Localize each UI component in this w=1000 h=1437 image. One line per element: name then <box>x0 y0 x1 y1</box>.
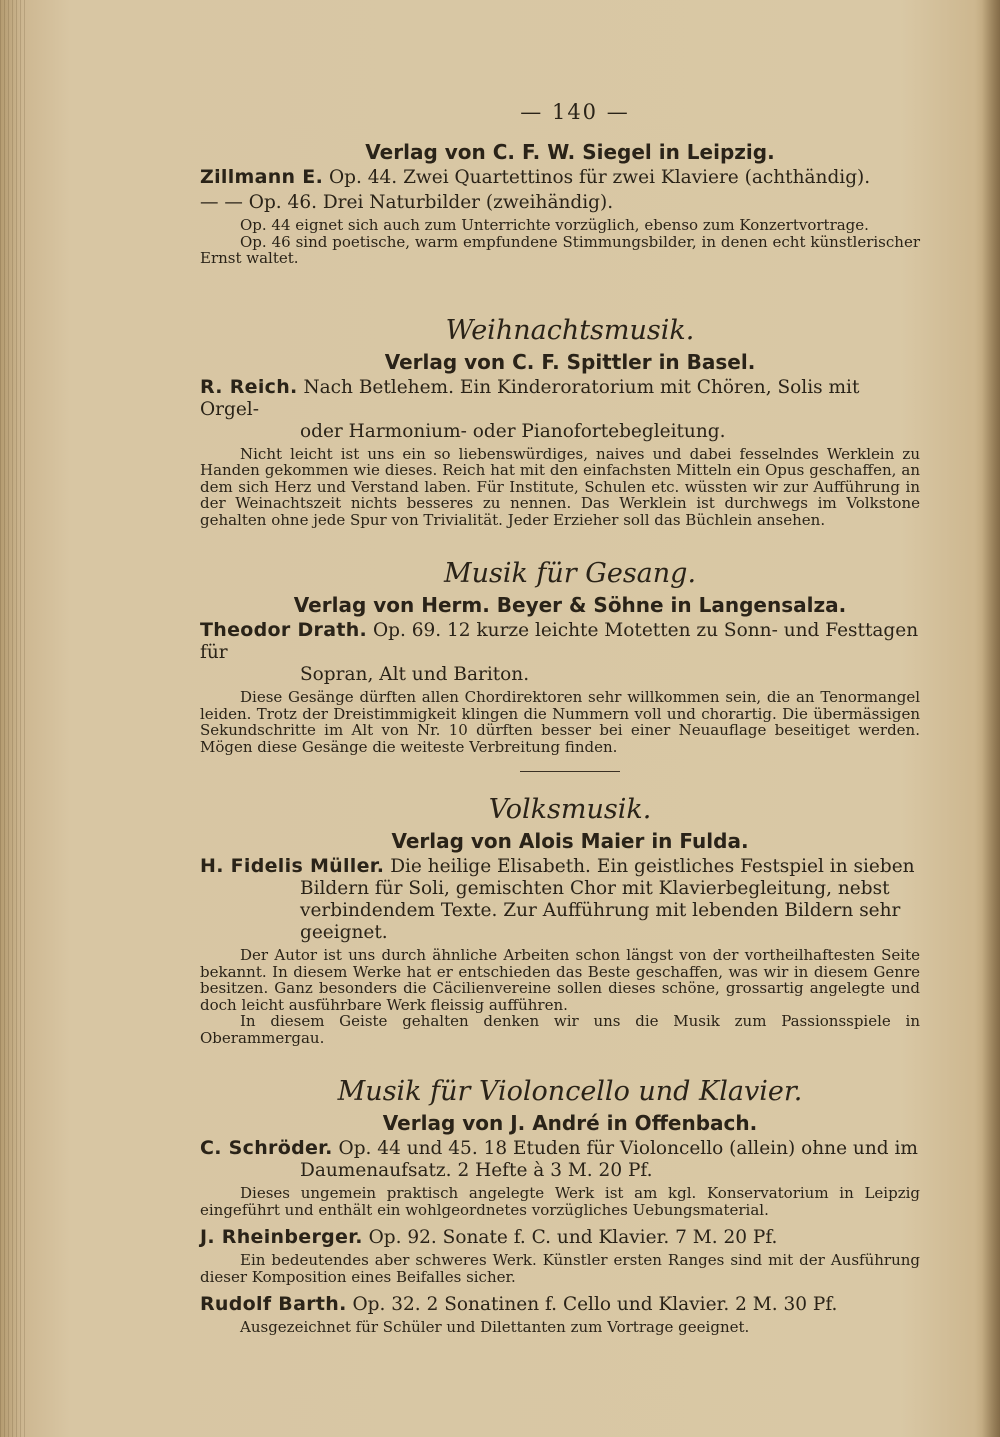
review-text <box>200 689 920 755</box>
entry <box>200 855 920 944</box>
entry-text: Op. 46. Drei Naturbilder (zweihändig). <box>248 192 614 213</box>
publisher-heading: Verlag von J. André in Offenbach. <box>382 1111 758 1135</box>
review-paragraph: Dieses ungemein praktisch angelegte Werk ist am kgl. Konservatorium in Leipzig eingeführt und enthält ein wohlgeordnetes vorzügliches Uebungsmaterial. <box>200 1184 920 1219</box>
entry-text: Nach Betlehem. Ein Kinderoratorium mit Chören, Solis mit Orgel- <box>200 376 860 420</box>
review-text <box>200 217 920 267</box>
author-name: Theodor Drath. <box>200 619 368 641</box>
review-text <box>200 1252 920 1285</box>
review-paragraph: Der Autor ist uns durch ähnliche Arbeiten schon längst von der vortheilhaftesten Seite bekannt. In diesem Werke hat er entschieden das Beste geschaffen, was wir in diesem Genre besitzen. Ganz besonders die Cäcilienvereine sollen dieses schöne, grossartig angelegte und doch leicht ausführbare Werk fleissig aufführen. <box>200 946 920 1014</box>
entry-text: Op. 32. 2 Sonatinen f. Cello und Klavier. 2 M. 30 Pf. <box>352 1294 838 1315</box>
entry <box>200 166 920 189</box>
entry-text-continued: Bildern für Soli, gemischten Chor mit Klavierbegleitung, nebst verbindendem Texte. Zur Aufführung mit lebenden Bildern sehr geeignet. <box>300 878 901 943</box>
entry-text: Op. 44. Zwei Quartettinos für zwei Klaviere (achthändig). <box>329 167 871 188</box>
section-title: Musik für Violoncello und Klavier. <box>337 1076 803 1107</box>
entry <box>200 619 920 686</box>
entry-text-continued: oder Harmonium- oder Pianofortebegleitung. <box>300 420 726 442</box>
page-number: — 140 — <box>520 100 630 124</box>
review-paragraph: In diesem Geiste gehalten denken wir uns die Musik zum Passionsspiele in Oberammergau. <box>200 1012 920 1047</box>
author-name: Zillmann E. <box>200 166 324 188</box>
review-paragraph: Op. 46 sind poetische, warm empfundene Stimmungsbilder, in denen echt künstlerischer Ernst waltet. <box>200 232 920 267</box>
review-text <box>200 446 920 529</box>
publisher-heading: Verlag von Alois Maier in Fulda. <box>391 829 749 853</box>
entry-text: Die heilige Elisabeth. Ein geistliches Festspiel in sieben <box>390 856 915 877</box>
review-paragraph: Ausgezeichnet für Schüler und Dilettanten zum Vortrage geeignet. <box>240 1318 750 1336</box>
entry <box>200 192 920 214</box>
entry-text: Op. 69. 12 kurze leichte Motetten zu Sonn- und Festtagen für <box>200 620 919 663</box>
review-paragraph: Diese Gesänge dürften allen Chordirektoren sehr willkommen sein, die an Tenormangel leiden. Trotz der Dreistimmigkeit klingen die Nummern voll und chorartig. Die übermässigen Sekundschritte im Alt von Nr. 10 dürften besser bei einer Neuauflage beseitiget werden. Mögen diese Gesänge die weiteste Verbreitung finden. <box>200 688 920 756</box>
entry-text-continued: Daumenaufsatz. 2 Hefte à 3 M. 20 Pf. <box>300 1160 653 1181</box>
review-paragraph: Op. 44 eignet sich auch zum Unterrichte vorzüglich, ebenso zum Konzertvortrage. <box>240 216 869 234</box>
review-paragraph: Nicht leicht ist uns ein so liebenswürdiges, naives und dabei fesselndes Werklein zu Handen gekommen wie dieses. Reich hat mit den einfachsten Mitteln ein Opus geschaffen, an dem sich Herz und Verstand laben. Für Institute, Schulen etc. wüssten wir zur Aufführung in der Weinachtszeit nichts besseres zu nennen. Das Werklein ist durchwegs im Volkstone gehalten ohne jede Spur von Trivialität. Jeder Erzieher soll das Büchlein ansehen. <box>200 444 920 529</box>
entry-text: Op. 44 und 45. 18 Etuden für Violoncello (allein) ohne und im <box>338 1138 918 1159</box>
author-name: H. Fidelis Müller. <box>200 855 385 877</box>
author-name: C. Schröder. <box>200 1137 333 1159</box>
entry <box>200 1137 920 1182</box>
ditto-dash: — — <box>200 192 243 213</box>
entry-text: Op. 92. Sonate f. C. und Klavier. 7 M. 20 Pf. <box>368 1227 778 1248</box>
review-text <box>200 1185 920 1218</box>
entry-text-continued: Sopran, Alt und Bariton. <box>300 664 530 685</box>
entry <box>200 376 920 443</box>
publisher-heading: Verlag von Herm. Beyer & Söhne in Langensalza. <box>293 593 847 617</box>
page-content <box>200 100 920 1344</box>
section-divider <box>520 771 620 772</box>
publisher-heading: Verlag von C. F. W. Siegel in Leipzig. <box>365 140 775 164</box>
entry <box>200 1293 920 1316</box>
author-name: R. Reich. <box>200 375 298 398</box>
review-paragraph: Ein bedeutendes aber schweres Werk. Künstler ersten Ranges sind mit der Ausführung dieser Komposition eines Beifalles sicher. <box>200 1251 920 1286</box>
book-gutter <box>0 0 26 1437</box>
author-name: Rudolf Barth. <box>200 1293 347 1315</box>
publisher-heading: Verlag von C. F. Spittler in Basel. <box>384 349 756 374</box>
author-name: J. Rheinberger. <box>200 1226 363 1248</box>
entry <box>200 1226 920 1249</box>
page-edge-shadow <box>982 0 1000 1437</box>
review-text <box>200 947 920 1046</box>
section-title: Volksmusik. <box>488 794 652 825</box>
section-title: Weihnachtsmusik. <box>445 314 695 346</box>
section-title: Musik für Gesang. <box>443 558 697 589</box>
review-text <box>200 1319 920 1336</box>
